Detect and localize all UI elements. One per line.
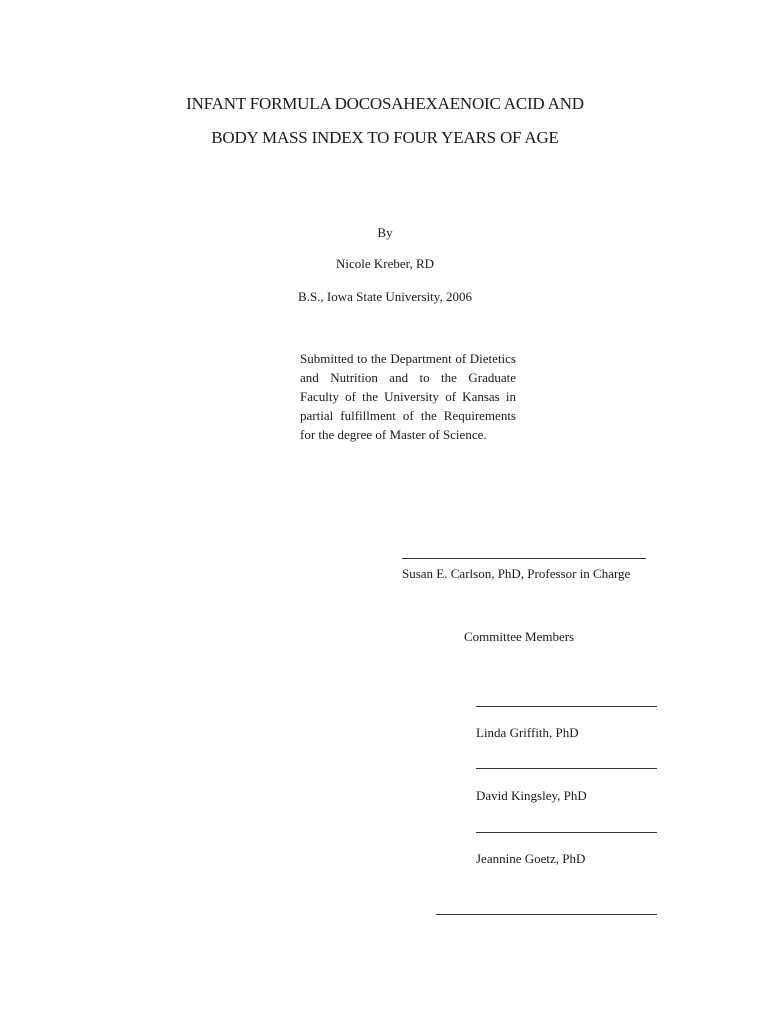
by-label: By [377,225,393,240]
title-line-2: BODY MASS INDEX TO FOUR YEARS OF AGE [211,128,559,147]
committee-member: Linda Griffith, PhD [476,725,579,740]
bottom-signature-line [436,914,657,915]
committee-member: Jeannine Goetz, PhD [476,851,586,866]
member-signature-line [476,706,657,707]
title-line-1: INFANT FORMULA DOCOSAHEXAENOIC ACID AND [186,94,584,113]
chair-name: Susan E. Carlson, PhD, Professor in Charge [402,566,631,581]
author-name: Nicole Kreber, RD [335,256,435,271]
member-signature-line [476,832,657,833]
submission-statement: Submitted to the Department of Dietetics and Nutrition and to the Graduate Faculty of the University of Kansas in partial fulfillment of the Requirements for the degree of Master of Science. [300,351,516,442]
committee-heading: Committee Members [464,629,575,644]
member-signature-line [476,768,657,769]
author-degree: B.S., Iowa State University, 2006 [298,289,472,304]
committee-member: David Kingsley, PhD [476,788,587,803]
chair-signature-line [402,558,646,559]
